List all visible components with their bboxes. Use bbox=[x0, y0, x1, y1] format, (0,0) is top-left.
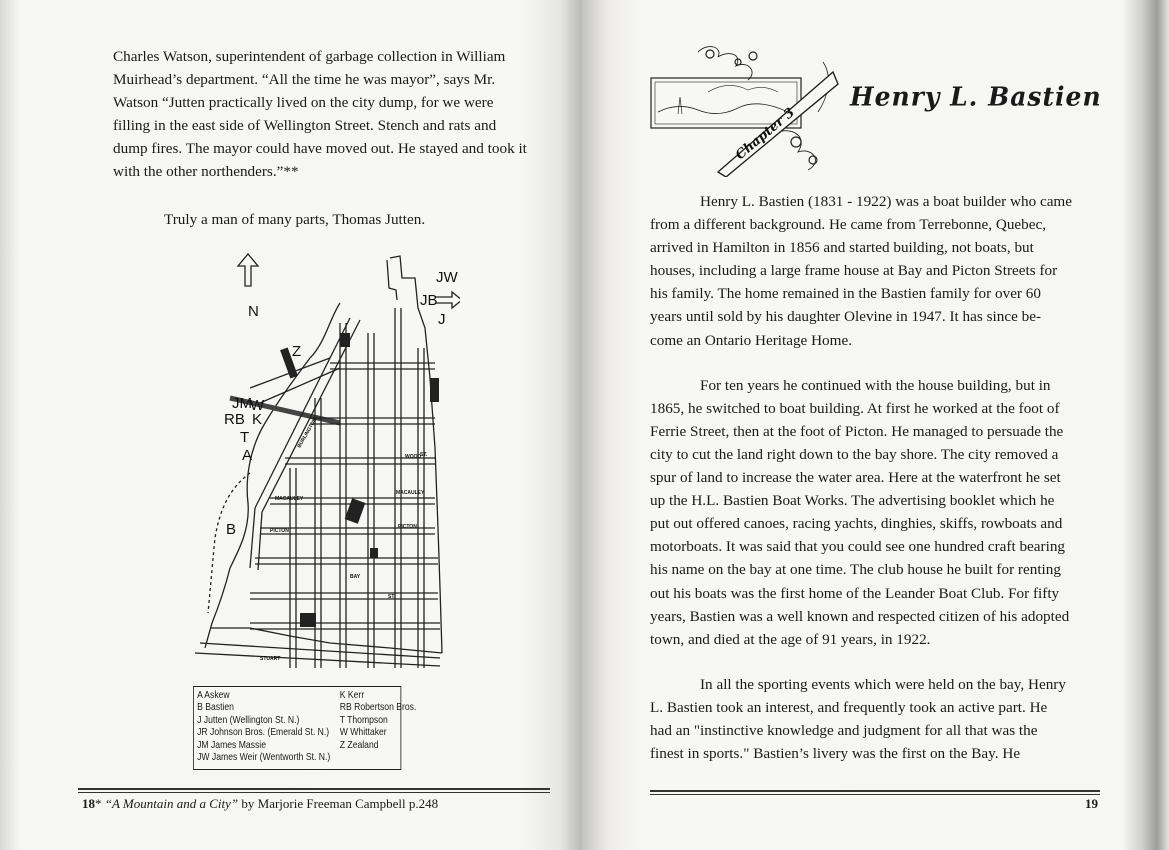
text-line: filling in the east side of Wellington Street. Stench and rats and bbox=[113, 117, 497, 135]
text-line: Charles Watson, superintendent of garbage collection in William bbox=[113, 48, 506, 65]
chapter-title: Henry L. Bastien bbox=[850, 81, 1102, 112]
text-line: put out offered canoes, racing yachts, dinghies, skiffs, rowboats and bbox=[650, 515, 1063, 533]
text-line: come an Ontario Heritage Home. bbox=[650, 331, 852, 349]
footnote-marker: * bbox=[95, 796, 102, 811]
text-line: Henry L. Bastien (1831 - 1922) was a boat builder who came bbox=[700, 193, 1072, 210]
map-building bbox=[300, 613, 316, 627]
street-label: PICTON bbox=[270, 528, 289, 534]
street-label: WOOD bbox=[405, 454, 422, 460]
legend-item: Z Zealand bbox=[339, 738, 379, 751]
legend-item: K Kerr bbox=[339, 689, 365, 701]
legend-item: B Bastien bbox=[197, 701, 234, 714]
text-line: with the other northenders.”** bbox=[113, 163, 299, 181]
street-label: MACAULEY bbox=[275, 496, 304, 502]
map-caption: Truly a man of many parts, Thomas Jutten. bbox=[164, 211, 426, 228]
left-footer bbox=[82, 796, 438, 812]
map-building bbox=[370, 548, 378, 558]
reference-title: “A Mountain and a City” bbox=[104, 796, 239, 811]
map-building bbox=[340, 333, 350, 347]
legend-item: W Whittaker bbox=[339, 726, 387, 739]
text-line: years until sold by his daughter Olevine in 1947. It has since be- bbox=[650, 308, 1041, 326]
footer-rule bbox=[650, 790, 1100, 795]
text-line: arrived in Hamilton in 1856 and started building, not boats, but bbox=[650, 239, 1034, 257]
text-line: city to cut the land right down to the bay shore. The city removed a bbox=[650, 445, 1059, 463]
map-marker: JW bbox=[436, 269, 458, 286]
street-label: ST. bbox=[420, 452, 428, 458]
legend-item: JW James Weir (Wentworth St. N.) bbox=[197, 751, 331, 764]
chapter-label: Chapter 3 bbox=[732, 105, 798, 164]
text-line: his name on the bay at one time. The club house he built for renting bbox=[650, 561, 1061, 579]
map-marker: B bbox=[226, 521, 237, 538]
legend-item: A Askew bbox=[197, 689, 230, 701]
text-line: from a different background. He came from Terrebonne, Quebec, bbox=[650, 216, 1047, 234]
map-legend bbox=[193, 686, 417, 770]
text-line: 1865, he switched to boat building. At first he worked at the foot of bbox=[650, 399, 1060, 417]
text-line: spur of land to increase the water area. Here at the waterfront he set bbox=[650, 469, 1061, 487]
map-marker: T bbox=[240, 429, 250, 446]
north-end-map bbox=[190, 248, 460, 688]
north-arrow-icon bbox=[238, 254, 258, 286]
left-paragraph bbox=[113, 45, 563, 184]
map-building bbox=[430, 378, 439, 402]
map-marker: A bbox=[242, 447, 253, 464]
map-marker: J bbox=[438, 311, 446, 328]
street-label: MACAULEY bbox=[396, 490, 425, 496]
text-line: up the H.L. Bastien Boat Works. The advertising booklet which he bbox=[650, 492, 1055, 510]
text-line: motorboats. It was said that you could see one hundred craft bearing bbox=[650, 538, 1066, 556]
footer-rule bbox=[78, 788, 550, 793]
map-marker: K bbox=[252, 411, 263, 428]
text-line: houses, including a large frame house at Bay and Picton Streets for bbox=[650, 262, 1058, 280]
map-marker: JB bbox=[420, 292, 438, 309]
page-number: 19 bbox=[1085, 796, 1098, 811]
text-line: L. Bastien took an interest, and frequently took an active part. He bbox=[650, 698, 1048, 716]
text-line: town, and died at the age of 91 years, in 1922. bbox=[650, 630, 931, 648]
text-line: For ten years he continued with the house building, but in bbox=[700, 376, 1051, 394]
legend-item: RB Robertson Bros. bbox=[339, 701, 417, 714]
street-label: STUART bbox=[260, 656, 281, 662]
text-line: Ferrie Street, then at the foot of Picton. He managed to persuade the bbox=[650, 422, 1064, 440]
right-body-text bbox=[650, 190, 1090, 765]
text-line: years, Bastien was a well known and respected citizen of his adopted bbox=[650, 607, 1070, 625]
legend-right-column bbox=[340, 689, 438, 751]
legend-item: J Jutten (Wellington St. N.) bbox=[197, 713, 300, 726]
street-label: BURLINGTON bbox=[296, 417, 319, 449]
map-marker: JM bbox=[232, 395, 252, 412]
text-line: Muirhead’s department. “All the time he was mayor”, says Mr. bbox=[113, 71, 496, 89]
text-line: his family. The home remained in the Bastien family for over 60 bbox=[650, 285, 1041, 303]
map-marker: Z bbox=[292, 343, 302, 360]
text-line: finest in sports." Bastien’s livery was the first on the Bay. He bbox=[650, 745, 1021, 763]
text-line: had an "instinctive knowledge and judgment for all that was the bbox=[650, 721, 1038, 739]
legend-item: T Thompson bbox=[339, 713, 388, 726]
page-number: 18 bbox=[82, 796, 95, 811]
map-marker: RB bbox=[224, 411, 245, 428]
map-building bbox=[345, 498, 366, 523]
map-marker: W bbox=[250, 397, 265, 414]
street-label: ST. bbox=[388, 594, 396, 600]
text-line: out his boats was the first home of the Leander Boat Club. For fifty bbox=[650, 584, 1060, 602]
legend-left-column bbox=[197, 689, 361, 763]
chapter-banner bbox=[648, 42, 840, 177]
north-label: N bbox=[248, 303, 259, 320]
text-line: In all the sporting events which were held on the bay, Henry bbox=[700, 675, 1066, 693]
sailboat-icon bbox=[678, 97, 682, 114]
text-line: Watson “Jutten practically lived on the city dump, for we were bbox=[113, 94, 494, 112]
street-label: BAY bbox=[350, 574, 361, 580]
reference-text: by Marjorie Freeman Campbell p.248 bbox=[238, 796, 439, 811]
legend-item: JM James Massie bbox=[197, 738, 266, 751]
text-line: dump fires. The mayor could have moved out. He stayed and took it bbox=[113, 140, 527, 158]
legend-item: JR Johnson Bros. (Emerald St. N.) bbox=[197, 726, 330, 739]
street-label: PICTON bbox=[398, 524, 417, 530]
